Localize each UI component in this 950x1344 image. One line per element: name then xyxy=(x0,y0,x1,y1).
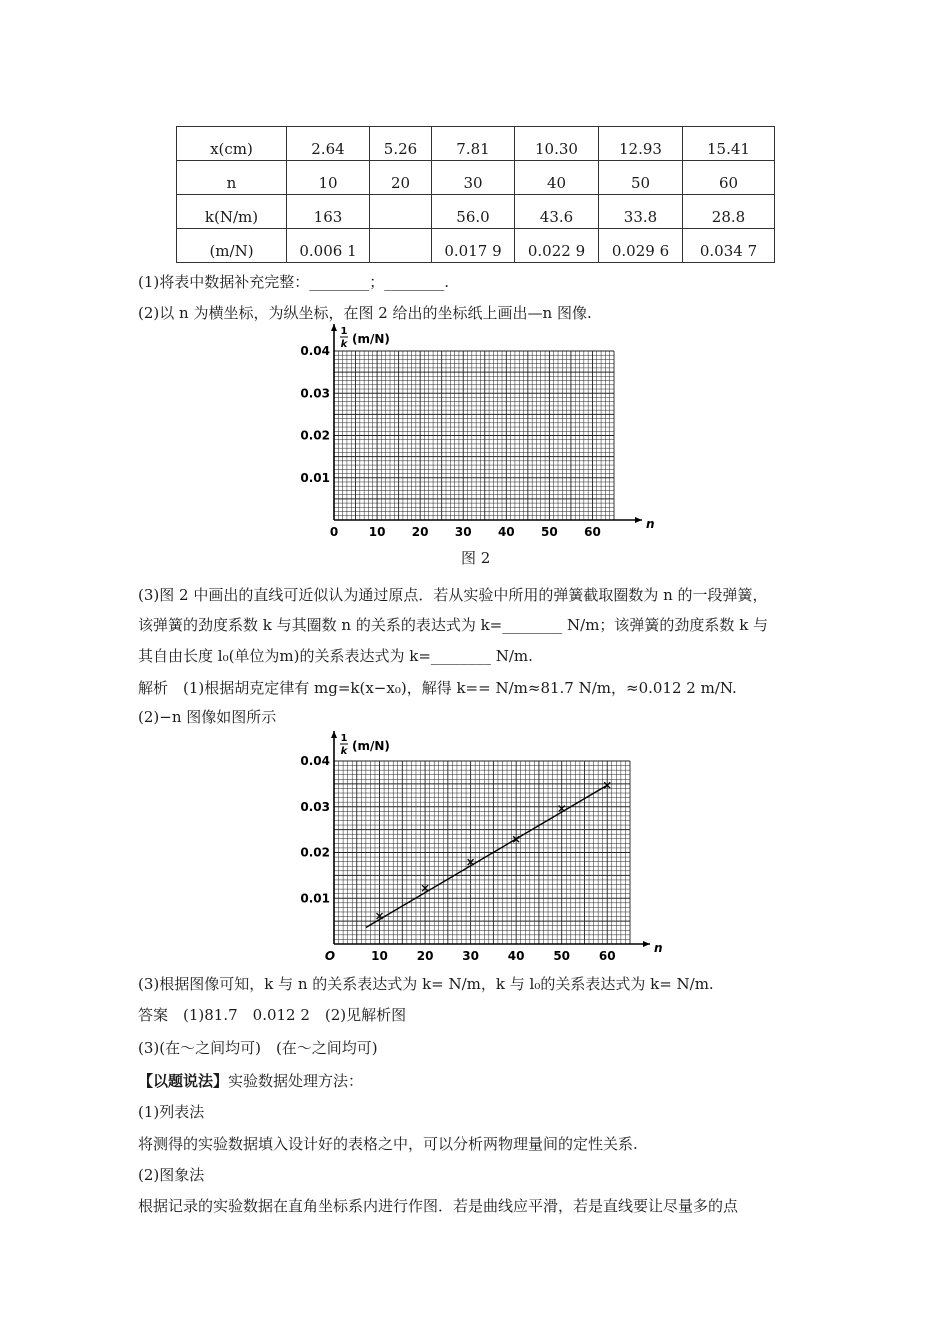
table-cell: 0.006 1 xyxy=(287,229,370,263)
empty-grid-chart xyxy=(290,322,655,544)
answer-2: (3)(在～之间均可) (在～之间均可) xyxy=(138,1039,378,1057)
solution-2: (2)−n 图像如图所示 xyxy=(138,708,277,726)
figure-caption: 图 2 xyxy=(461,549,491,567)
x-axis-label: n xyxy=(646,517,655,531)
row-header-n: n xyxy=(177,161,287,195)
solution-3: (3)根据图像可知，k 与 n 的关系表达式为 k= N/m，k 与 l₀的关系表达式为 k= N/m. xyxy=(138,975,714,993)
table-cell: 20 xyxy=(370,161,432,195)
x-tick-label: 40 xyxy=(497,525,515,539)
y-tick-label: 0.03 xyxy=(300,799,330,814)
method-1-desc: 将测得的实验数据填入设计好的表格之中，可以分析两物理量间的定性关系. xyxy=(138,1135,638,1153)
method-2-title: (2)图象法 xyxy=(138,1166,205,1184)
y-tick-label: 0.04 xyxy=(300,754,330,768)
row-header-x: x(cm) xyxy=(177,127,287,161)
table-row xyxy=(177,161,775,195)
table-cell: 0.029 6 xyxy=(599,229,683,263)
question-2: (2)以 n 为横坐标，为纵坐标，在图 2 给出的坐标纸上画出—n 图像. xyxy=(138,304,592,322)
origin-label: O xyxy=(324,949,336,963)
y-tick-label: 0.02 xyxy=(300,428,330,443)
table-cell: 30 xyxy=(432,161,515,195)
table-cell: 12.93 xyxy=(599,127,683,161)
y-axis-arrow xyxy=(331,731,337,738)
y-tick-label: 0.04 xyxy=(300,344,330,358)
row-header-inv: (m/N) xyxy=(177,229,287,263)
solution-grid-chart xyxy=(290,727,663,970)
x-tick-label: 10 xyxy=(368,525,386,539)
x-tick-label: 60 xyxy=(598,949,616,963)
method-2-desc: 根据记录的实验数据在直角坐标系内进行作图．若是曲线应平滑，若是直线要让尽量多的点 xyxy=(138,1197,739,1215)
table-row xyxy=(177,195,775,229)
question-3-line-1: (3)图 2 中画出的直线可近似认为通过原点．若从实验中所用的弹簧截取圈数为 n 的一段弹簧， xyxy=(138,586,768,604)
table-cell: 10.30 xyxy=(515,127,599,161)
x-tick-label: 30 xyxy=(462,949,479,963)
table-cell: 33.8 xyxy=(599,195,683,229)
method-1-title: (1)列表法 xyxy=(138,1103,205,1121)
x-tick-label: 20 xyxy=(411,525,429,539)
x-tick-label: 30 xyxy=(454,525,472,539)
x-tick-label: 20 xyxy=(416,949,434,963)
table-cell: 15.41 xyxy=(683,127,775,161)
y-tick-label: 0.01 xyxy=(300,470,330,485)
y-label-numerator: 1 xyxy=(340,326,348,337)
table-cell: 0.034 7 xyxy=(683,229,775,263)
table-row xyxy=(177,127,775,161)
table-cell: 2.64 xyxy=(287,127,370,161)
row-header-k: k(N/m) xyxy=(177,195,287,229)
method-title: 实验数据处理方法： xyxy=(228,1072,364,1090)
answer-1: 答案 (1)81.7 0.012 2 (2)见解析图 xyxy=(138,1006,407,1024)
method-heading xyxy=(138,1071,363,1091)
table-cell: 50 xyxy=(599,161,683,195)
x-axis-arrow xyxy=(635,517,642,523)
x-axis-label: n xyxy=(654,941,663,955)
question-3-line-3: 其自由长度 l₀(单位为m)的关系表达式为 k=________ N/m. xyxy=(138,647,533,665)
data-table xyxy=(176,126,775,263)
y-label-unit: (m/N) xyxy=(352,739,390,753)
table-cell xyxy=(370,229,432,263)
table-cell: 7.81 xyxy=(432,127,515,161)
table-cell: 0.017 9 xyxy=(432,229,515,263)
table-cell: 10 xyxy=(287,161,370,195)
table-row xyxy=(177,229,775,263)
y-axis-arrow xyxy=(331,324,337,331)
table-cell: 56.0 xyxy=(432,195,515,229)
x-axis-arrow xyxy=(643,941,650,947)
table-cell xyxy=(370,195,432,229)
y-tick-label: 0.02 xyxy=(300,845,330,860)
table-cell: 60 xyxy=(683,161,775,195)
solution-1: 解析 (1)根据胡克定律有 mg=k(x−x₀)，解得 k== N/m≈81.7 N/m，≈0.012 2 m/N. xyxy=(138,679,737,697)
table-cell: 0.022 9 xyxy=(515,229,599,263)
x-tick-label: 50 xyxy=(553,949,571,963)
y-label-unit: (m/N) xyxy=(352,332,390,346)
y-label-denominator: k xyxy=(340,746,348,757)
x-tick-label: 40 xyxy=(507,949,525,963)
question-1: (1)将表中数据补充完整：________；________. xyxy=(138,273,450,291)
table-cell: 163 xyxy=(287,195,370,229)
y-tick-label: 0.01 xyxy=(300,891,330,906)
y-label-denominator: k xyxy=(340,339,348,350)
table-cell: 28.8 xyxy=(683,195,775,229)
y-tick-label: 0.03 xyxy=(300,386,330,401)
question-3-line-2: 该弹簧的劲度系数 k 与其圈数 n 的关系的表达式为 k=________ N/m；该弹簧的劲度系数 k 与 xyxy=(138,616,769,634)
table-cell: 5.26 xyxy=(370,127,432,161)
table-cell: 43.6 xyxy=(515,195,599,229)
y-label-numerator: 1 xyxy=(340,733,348,744)
x-tick-label: 60 xyxy=(584,525,601,539)
method-tag: 【以题说法】 xyxy=(138,1072,229,1090)
x-tick-label: 0 xyxy=(329,525,339,539)
x-tick-label: 50 xyxy=(541,525,558,539)
table-cell: 40 xyxy=(515,161,599,195)
x-tick-label: 10 xyxy=(371,949,388,963)
